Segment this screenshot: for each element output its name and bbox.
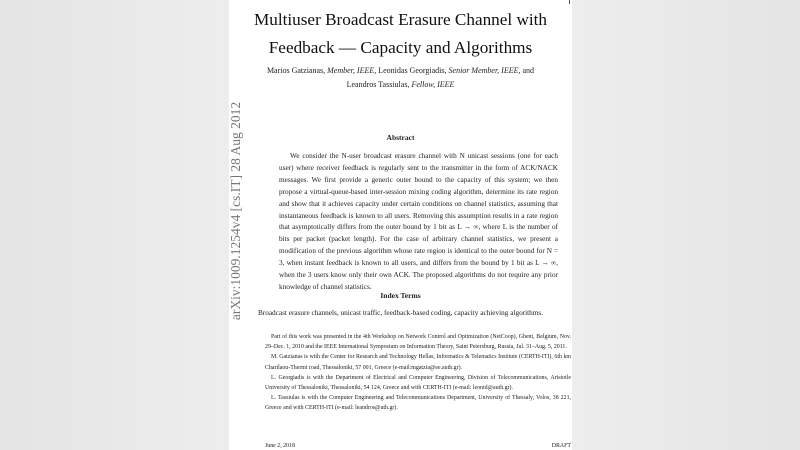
- index-terms-heading: Index Terms: [380, 291, 421, 300]
- footer-draft: DRAFT: [551, 443, 571, 449]
- index-terms: Broadcast erasure channels, unicast traffic, feedback-based coding, capacity achieving algorithms.: [257, 309, 544, 317]
- abstract-text: We consider the N-user broadcast erasure channel with N unicast sessions (one for each user) where receiver feedback is regularly sent to the transmitter in the form of ACK/NACK messages. We first provide a generic outer bound to the capacity of this system; we then propose a virtual-queue-based inter-session mixing coding algorithm, determine its rate region and show that it achieves capacity under certain conditions on channel statistics, assuming that instantaneous feedback is known to all users. Removing this assumption results in a rate region that asymptotically differs from the outer bound by 1 bit as L → ∞, where L is the number of bits per packet (packet length). For the case of arbitrary channel statistics, we present a modification of the previous algorithm whose rate region is identical to the outer bound for N = 3, when instant feedback is known to all users, and differs from the bound by 1 bit as L → ∞, when the 3 users know only their own ACK. The proposed algorithms do not require any prior knowledge of channel statistics.: [279, 152, 558, 291]
- title-line-1: Multiuser Broadcast Erasure Channel with: [253, 10, 548, 29]
- abstract-heading: Abstract: [386, 133, 415, 142]
- footnote: L. Tassiulas is with the Computer Engineering and Telecommunications Department, University of Thessaly, Volos, 38 221, Greece and with CERTH-ITI (e-mail: leandros@uth.gr).: [265, 395, 571, 412]
- scroll-marker: [569, 0, 570, 4]
- title-line-2: Feedback — Capacity and Algorithms: [268, 38, 533, 57]
- paper-page: [229, 0, 572, 450]
- footnote: M. Gatzianas is with the Center for Research and Technology Hellas, Informatics & Telematics Institute (CERTH-ITI), 6th km Charilaou-Thermi road, Thessaloniki, 57 001, Greece (e-mail:mgatzia@ee.auth.gr).: [265, 354, 571, 371]
- footer-date: June 2, 2018: [265, 443, 295, 449]
- authors-line-1: Marios Gatzianas, Member, IEEE, Leonidas Georgiadis, Senior Member, IEEE, and: [266, 66, 535, 75]
- authors-line-2: Leandros Tassiulas, Fellow, IEEE: [346, 80, 455, 89]
- footnote: Part of this work was presented in the 4th Workshop on Network Control and Optimization (NetCoop), Ghent, Belgium, Nov. 29–Dec. 1, 2010 and the IEEE International Symposium on Information Theory, Saint Petersburg, Russia, Jul. 31–Aug. 5, 2011.: [265, 334, 571, 351]
- footnote: L. Georgiadis is with the Department of Electrical and Computer Engineering, Division of Telecommunications, Aristotle University of Thessaloniki, Thessaloniki, 54 124, Greece and with CERTH-ITI (e-mail: leonid@auth.gr).: [265, 374, 571, 392]
- footnotes: [265, 332, 571, 414]
- arxiv-stamp: arXiv:1009.1254v4 [cs.IT] 28 Aug 2012: [228, 101, 243, 321]
